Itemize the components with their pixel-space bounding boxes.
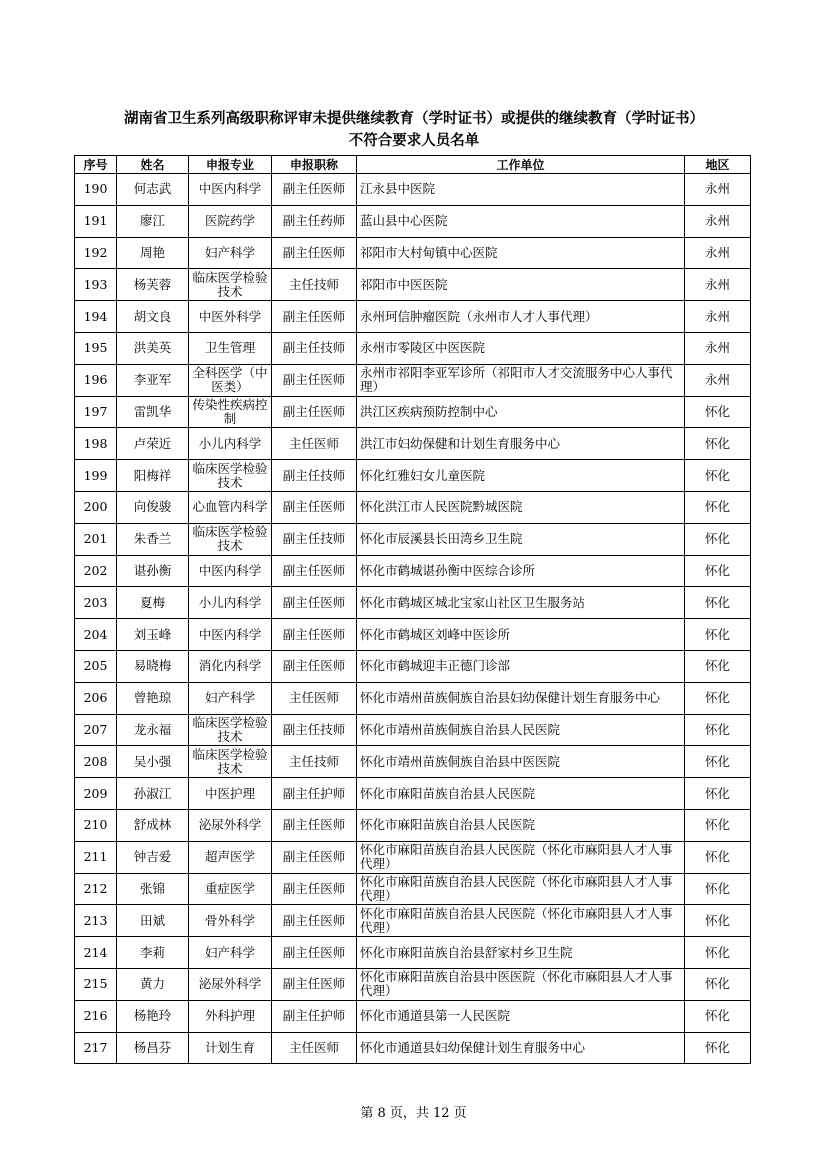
cell-title: 副主任医师 <box>272 587 357 619</box>
cell-name: 易晓梅 <box>117 650 189 682</box>
table-row <box>75 968 751 1000</box>
cell-major: 全科医学（中医类） <box>189 364 272 396</box>
table-row <box>75 714 751 746</box>
table-row <box>75 237 751 269</box>
cell-unit: 怀化市麻阳苗族自治县人民医院 <box>357 809 685 841</box>
cell-unit: 怀化红雅妇女儿童医院 <box>357 460 685 492</box>
cell-title: 副主任医师 <box>272 905 357 937</box>
cell-title: 副主任医师 <box>272 873 357 905</box>
table-row <box>75 269 751 301</box>
cell-region: 怀化 <box>685 905 751 937</box>
cell-name: 田斌 <box>117 905 189 937</box>
cell-seq: 210 <box>75 809 117 841</box>
cell-name: 胡文良 <box>117 301 189 333</box>
cell-major: 骨外科学 <box>189 905 272 937</box>
cell-name: 朱香兰 <box>117 523 189 555</box>
cell-unit: 怀化市鹤城区城北宝家山社区卫生服务站 <box>357 587 685 619</box>
cell-unit: 怀化市麻阳苗族自治县舒家村乡卫生院 <box>357 937 685 969</box>
cell-name: 廖江 <box>117 205 189 237</box>
cell-title: 副主任医师 <box>272 555 357 587</box>
cell-title: 副主任医师 <box>272 301 357 333</box>
cell-title: 副主任医师 <box>272 619 357 651</box>
cell-unit: 永州珂信肿瘤医院（永州市人才人事代理） <box>357 301 685 333</box>
cell-unit: 怀化市麻阳苗族自治县人民医院（怀化市麻阳县人才人事代理） <box>357 841 685 873</box>
cell-unit: 怀化市鹤城区刘峰中医诊所 <box>357 619 685 651</box>
table-body <box>75 174 751 1064</box>
cell-major: 临床医学检验技术 <box>189 523 272 555</box>
cell-name: 何志武 <box>117 174 189 206</box>
cell-seq: 193 <box>75 269 117 301</box>
header-major: 申报专业 <box>189 156 272 174</box>
cell-name: 雷凯华 <box>117 396 189 428</box>
cell-unit: 祁阳市大村甸镇中心医院 <box>357 237 685 269</box>
cell-unit: 怀化市麻阳苗族自治县人民医院 <box>357 778 685 810</box>
cell-region: 永州 <box>685 269 751 301</box>
cell-major: 妇产科学 <box>189 237 272 269</box>
cell-title: 副主任医师 <box>272 491 357 523</box>
cell-seq: 197 <box>75 396 117 428</box>
table-row <box>75 873 751 905</box>
cell-region: 永州 <box>685 364 751 396</box>
table-row <box>75 555 751 587</box>
cell-seq: 212 <box>75 873 117 905</box>
cell-name: 黄力 <box>117 968 189 1000</box>
cell-unit: 永州市祁阳李亚军诊所（祁阳市人才交流服务中心人事代理） <box>357 364 685 396</box>
table-row <box>75 841 751 873</box>
cell-unit: 怀化市麻阳苗族自治县人民医院（怀化市麻阳县人才人事代理） <box>357 905 685 937</box>
cell-unit: 怀化市辰溪县长田湾乡卫生院 <box>357 523 685 555</box>
cell-major: 泌尿外科学 <box>189 809 272 841</box>
cell-major: 中医内科学 <box>189 555 272 587</box>
cell-major: 临床医学检验技术 <box>189 460 272 492</box>
table-row <box>75 364 751 396</box>
cell-major: 外科护理 <box>189 1000 272 1032</box>
cell-region: 怀化 <box>685 968 751 1000</box>
cell-name: 龙永福 <box>117 714 189 746</box>
table-row <box>75 682 751 714</box>
cell-unit: 怀化洪江市人民医院黔城医院 <box>357 491 685 523</box>
cell-seq: 204 <box>75 619 117 651</box>
cell-major: 中医内科学 <box>189 619 272 651</box>
cell-name: 刘玉峰 <box>117 619 189 651</box>
table-row <box>75 619 751 651</box>
table-row <box>75 778 751 810</box>
cell-unit: 祁阳市中医医院 <box>357 269 685 301</box>
cell-seq: 209 <box>75 778 117 810</box>
cell-seq: 203 <box>75 587 117 619</box>
cell-major: 临床医学检验技术 <box>189 714 272 746</box>
cell-region: 永州 <box>685 332 751 364</box>
cell-unit: 怀化市鹤城谌孙衡中医综合诊所 <box>357 555 685 587</box>
cell-seq: 211 <box>75 841 117 873</box>
cell-region: 怀化 <box>685 619 751 651</box>
cell-unit: 永州市零陵区中医医院 <box>357 332 685 364</box>
cell-name: 洪美英 <box>117 332 189 364</box>
cell-seq: 198 <box>75 428 117 460</box>
cell-region: 怀化 <box>685 714 751 746</box>
cell-unit: 江永县中医院 <box>357 174 685 206</box>
cell-unit: 怀化市鹤城迎丰正德门诊部 <box>357 650 685 682</box>
cell-seq: 196 <box>75 364 117 396</box>
cell-seq: 202 <box>75 555 117 587</box>
cell-seq: 194 <box>75 301 117 333</box>
cell-seq: 200 <box>75 491 117 523</box>
cell-seq: 216 <box>75 1000 117 1032</box>
cell-region: 怀化 <box>685 650 751 682</box>
cell-major: 超声医学 <box>189 841 272 873</box>
cell-name: 夏梅 <box>117 587 189 619</box>
cell-unit: 怀化市麻阳苗族自治县人民医院（怀化市麻阳县人才人事代理） <box>357 873 685 905</box>
cell-region: 怀化 <box>685 460 751 492</box>
cell-seq: 213 <box>75 905 117 937</box>
cell-seq: 192 <box>75 237 117 269</box>
cell-seq: 214 <box>75 937 117 969</box>
cell-region: 怀化 <box>685 778 751 810</box>
cell-unit: 洪江区疾病预防控制中心 <box>357 396 685 428</box>
header-seq: 序号 <box>75 156 117 174</box>
cell-unit: 怀化市靖州苗族侗族自治县人民医院 <box>357 714 685 746</box>
cell-seq: 201 <box>75 523 117 555</box>
table-row <box>75 460 751 492</box>
table-row <box>75 587 751 619</box>
personnel-table <box>74 155 751 1064</box>
cell-name: 舒成林 <box>117 809 189 841</box>
cell-seq: 205 <box>75 650 117 682</box>
table-row <box>75 174 751 206</box>
cell-region: 怀化 <box>685 491 751 523</box>
cell-name: 周艳 <box>117 237 189 269</box>
header-unit: 工作单位 <box>357 156 685 174</box>
cell-major: 小儿内科学 <box>189 428 272 460</box>
cell-name: 阳梅祥 <box>117 460 189 492</box>
cell-unit: 洪江市妇幼保健和计划生育服务中心 <box>357 428 685 460</box>
table-row <box>75 1032 751 1064</box>
cell-name: 杨艳玲 <box>117 1000 189 1032</box>
cell-title: 副主任药师 <box>272 205 357 237</box>
table-row <box>75 205 751 237</box>
cell-seq: 206 <box>75 682 117 714</box>
cell-title: 副主任技师 <box>272 332 357 364</box>
cell-region: 永州 <box>685 205 751 237</box>
cell-name: 曾艳琼 <box>117 682 189 714</box>
cell-title: 副主任医师 <box>272 650 357 682</box>
cell-name: 吴小强 <box>117 746 189 778</box>
cell-major: 计划生育 <box>189 1032 272 1064</box>
cell-seq: 191 <box>75 205 117 237</box>
cell-major: 心血管内科学 <box>189 491 272 523</box>
header-title: 申报职称 <box>272 156 357 174</box>
cell-region: 怀化 <box>685 428 751 460</box>
cell-name: 李莉 <box>117 937 189 969</box>
cell-title: 副主任医师 <box>272 364 357 396</box>
cell-seq: 199 <box>75 460 117 492</box>
cell-seq: 217 <box>75 1032 117 1064</box>
cell-title: 副主任医师 <box>272 968 357 1000</box>
header-name: 姓名 <box>117 156 189 174</box>
cell-unit: 怀化市通道县第一人民医院 <box>357 1000 685 1032</box>
cell-title: 主任医师 <box>272 428 357 460</box>
cell-name: 卢荣近 <box>117 428 189 460</box>
table-row <box>75 491 751 523</box>
cell-name: 杨芙蓉 <box>117 269 189 301</box>
cell-major: 临床医学检验技术 <box>189 746 272 778</box>
cell-name: 张锦 <box>117 873 189 905</box>
cell-region: 怀化 <box>685 682 751 714</box>
cell-major: 妇产科学 <box>189 682 272 714</box>
cell-major: 消化内科学 <box>189 650 272 682</box>
cell-title: 副主任技师 <box>272 523 357 555</box>
cell-region: 永州 <box>685 301 751 333</box>
table-row <box>75 937 751 969</box>
cell-major: 小儿内科学 <box>189 587 272 619</box>
cell-region: 怀化 <box>685 1000 751 1032</box>
cell-region: 怀化 <box>685 809 751 841</box>
table-row <box>75 650 751 682</box>
cell-title: 主任技师 <box>272 269 357 301</box>
header-region: 地区 <box>685 156 751 174</box>
cell-title: 副主任医师 <box>272 841 357 873</box>
cell-title: 主任技师 <box>272 746 357 778</box>
table-row <box>75 523 751 555</box>
cell-major: 泌尿外科学 <box>189 968 272 1000</box>
cell-title: 主任医师 <box>272 682 357 714</box>
cell-unit: 怀化市靖州苗族侗族自治县妇幼保健计划生育服务中心 <box>357 682 685 714</box>
cell-name: 李亚军 <box>117 364 189 396</box>
cell-title: 主任医师 <box>272 1032 357 1064</box>
cell-major: 中医外科学 <box>189 301 272 333</box>
cell-title: 副主任技师 <box>272 714 357 746</box>
cell-title: 副主任医师 <box>272 237 357 269</box>
cell-seq: 207 <box>75 714 117 746</box>
cell-title: 副主任医师 <box>272 809 357 841</box>
page-footer: 第 8 页，共 12 页 <box>360 1106 467 1121</box>
cell-name: 杨昌芬 <box>117 1032 189 1064</box>
cell-seq: 195 <box>75 332 117 364</box>
cell-major: 重症医学 <box>189 873 272 905</box>
cell-region: 怀化 <box>685 1032 751 1064</box>
table-row <box>75 809 751 841</box>
cell-major: 中医护理 <box>189 778 272 810</box>
document-title-line2: 不符合要求人员名单 <box>348 133 480 149</box>
cell-major: 中医内科学 <box>189 174 272 206</box>
cell-region: 永州 <box>685 174 751 206</box>
table-header-row <box>75 156 751 174</box>
document-title-line1: 湖南省卫生系列高级职称评审未提供继续教育（学时证书）或提供的继续教育（学时证书） <box>124 111 704 127</box>
cell-seq: 208 <box>75 746 117 778</box>
table-row <box>75 301 751 333</box>
cell-unit: 怀化市通道县妇幼保健计划生育服务中心 <box>357 1032 685 1064</box>
cell-region: 怀化 <box>685 873 751 905</box>
cell-title: 副主任技师 <box>272 460 357 492</box>
cell-title: 副主任医师 <box>272 937 357 969</box>
cell-major: 卫生管理 <box>189 332 272 364</box>
cell-unit: 怀化市靖州苗族侗族自治县中医医院 <box>357 746 685 778</box>
cell-seq: 190 <box>75 174 117 206</box>
cell-name: 钟吉爱 <box>117 841 189 873</box>
cell-major: 临床医学检验技术 <box>189 269 272 301</box>
cell-major: 医院药学 <box>189 205 272 237</box>
cell-major: 妇产科学 <box>189 937 272 969</box>
cell-region: 怀化 <box>685 523 751 555</box>
table-row <box>75 396 751 428</box>
cell-unit: 蓝山县中心医院 <box>357 205 685 237</box>
cell-seq: 215 <box>75 968 117 1000</box>
cell-region: 怀化 <box>685 555 751 587</box>
table-row <box>75 428 751 460</box>
cell-region: 永州 <box>685 237 751 269</box>
cell-title: 副主任医师 <box>272 174 357 206</box>
cell-region: 怀化 <box>685 396 751 428</box>
cell-title: 副主任医师 <box>272 396 357 428</box>
cell-name: 谌孙衡 <box>117 555 189 587</box>
cell-major: 传染性疾病控制 <box>189 396 272 428</box>
table-row <box>75 332 751 364</box>
cell-region: 怀化 <box>685 937 751 969</box>
cell-name: 孙淑江 <box>117 778 189 810</box>
cell-title: 副主任护师 <box>272 1000 357 1032</box>
cell-name: 向俊骏 <box>117 491 189 523</box>
table-row <box>75 905 751 937</box>
cell-region: 怀化 <box>685 746 751 778</box>
cell-region: 怀化 <box>685 587 751 619</box>
cell-region: 怀化 <box>685 841 751 873</box>
cell-unit: 怀化市麻阳苗族自治县中医医院（怀化市麻阳县人才人事代理） <box>357 968 685 1000</box>
table-row <box>75 746 751 778</box>
table-row <box>75 1000 751 1032</box>
cell-title: 副主任护师 <box>272 778 357 810</box>
